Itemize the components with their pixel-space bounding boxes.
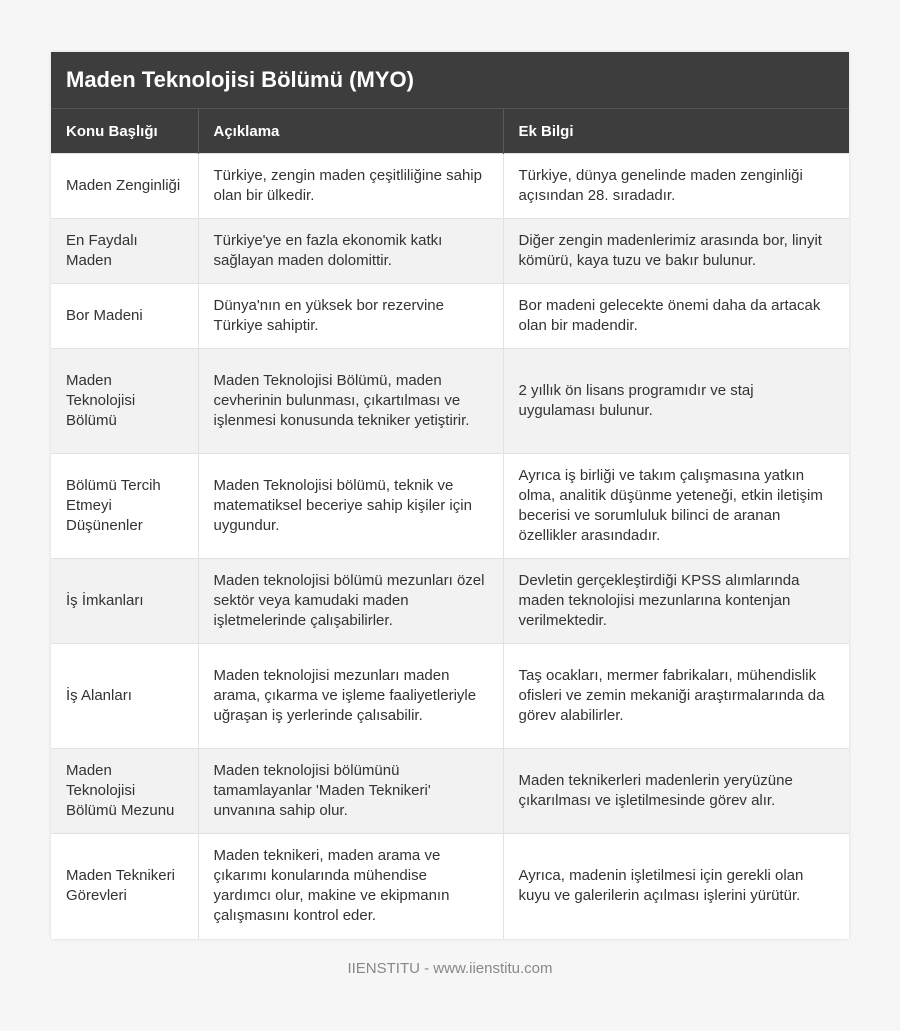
table-row	[51, 454, 849, 559]
cell-topic: Maden Zenginliği	[51, 154, 198, 219]
cell-topic: Bor Madeni	[51, 284, 198, 349]
cell-extra-info: Devletin gerçekleştirdiği KPSS alımlarında maden teknolojisi mezunlarına kontenjan verilmektedir.	[503, 559, 849, 644]
info-table	[51, 109, 849, 939]
table-row	[51, 749, 849, 834]
table-row	[51, 834, 849, 939]
column-header-description: Açıklama	[198, 109, 503, 154]
cell-extra-info: Bor madeni gelecekte önemi daha da artacak olan bir madendir.	[503, 284, 849, 349]
cell-description: Türkiye'ye en fazla ekonomik katkı sağlayan maden dolomittir.	[198, 219, 503, 284]
cell-topic: Maden Teknikeri Görevleri	[51, 834, 198, 939]
table-row	[51, 219, 849, 284]
info-table-card	[51, 52, 849, 939]
cell-description: Maden teknikeri, maden arama ve çıkarımı konularında mühendise yardımcı olur, makine ve ekipmanın çalışmasını kontrol eder.	[198, 834, 503, 939]
table-row	[51, 559, 849, 644]
cell-extra-info: Türkiye, dünya genelinde maden zenginliği açısından 28. sıradadır.	[503, 154, 849, 219]
cell-extra-info: Maden teknikerleri madenlerin yeryüzüne çıkarılması ve işletilmesinde görev alır.	[503, 749, 849, 834]
table-title: Maden Teknolojisi Bölümü (MYO)	[51, 52, 849, 109]
cell-description: Maden Teknolojisi Bölümü, maden cevherinin bulunması, çıkartılması ve işlenmesi konusunda tekniker yetiştirir.	[198, 349, 503, 454]
cell-topic: İş İmkanları	[51, 559, 198, 644]
cell-description: Türkiye, zengin maden çeşitliliğine sahip olan bir ülkedir.	[198, 154, 503, 219]
cell-extra-info: 2 yıllık ön lisans programıdır ve staj uygulaması bulunur.	[503, 349, 849, 454]
table-row	[51, 284, 849, 349]
cell-topic: Maden Teknolojisi Bölümü	[51, 349, 198, 454]
cell-extra-info: Ayrıca iş birliği ve takım çalışmasına yatkın olma, analitik düşünme yeteneği, etkin iletişim becerisi ve sorumluluk bilinci de aranan özellikler arasındadır.	[503, 454, 849, 559]
footer-credit: IIENSTITU - www.iienstitu.com	[347, 960, 553, 977]
cell-extra-info: Ayrıca, madenin işletilmesi için gerekli olan kuyu ve galerilerin açılması işlerini yürütür.	[503, 834, 849, 939]
column-header-topic: Konu Başlığı	[51, 109, 198, 154]
cell-description: Dünya'nın en yüksek bor rezervine Türkiye sahiptir.	[198, 284, 503, 349]
header-row	[51, 109, 849, 154]
column-header-extra-info: Ek Bilgi	[503, 109, 849, 154]
cell-extra-info: Taş ocakları, mermer fabrikaları, mühendislik ofisleri ve zemin mekaniği araştırmalarında da görev alabilirler.	[503, 644, 849, 749]
cell-topic: Maden Teknolojisi Bölümü Mezunu	[51, 749, 198, 834]
cell-topic: Bölümü Tercih Etmeyi Düşünenler	[51, 454, 198, 559]
cell-topic: İş Alanları	[51, 644, 198, 749]
cell-extra-info: Diğer zengin madenlerimiz arasında bor, linyit kömürü, kaya tuzu ve bakır bulunur.	[503, 219, 849, 284]
table-row	[51, 154, 849, 219]
cell-description: Maden Teknolojisi bölümü, teknik ve matematiksel beceriye sahip kişiler için uygundur.	[198, 454, 503, 559]
cell-description: Maden teknolojisi mezunları maden arama, çıkarma ve işleme faaliyetleriyle uğraşan iş yerlerinde çalısabilir.	[198, 644, 503, 749]
table-row	[51, 644, 849, 749]
cell-description: Maden teknolojisi bölümünü tamamlayanlar 'Maden Teknikeri' unvanına sahip olur.	[198, 749, 503, 834]
table-row	[51, 349, 849, 454]
cell-description: Maden teknolojisi bölümü mezunları özel sektör veya kamudaki maden işletmelerinde çalışabilirler.	[198, 559, 503, 644]
cell-topic: En Faydalı Maden	[51, 219, 198, 284]
